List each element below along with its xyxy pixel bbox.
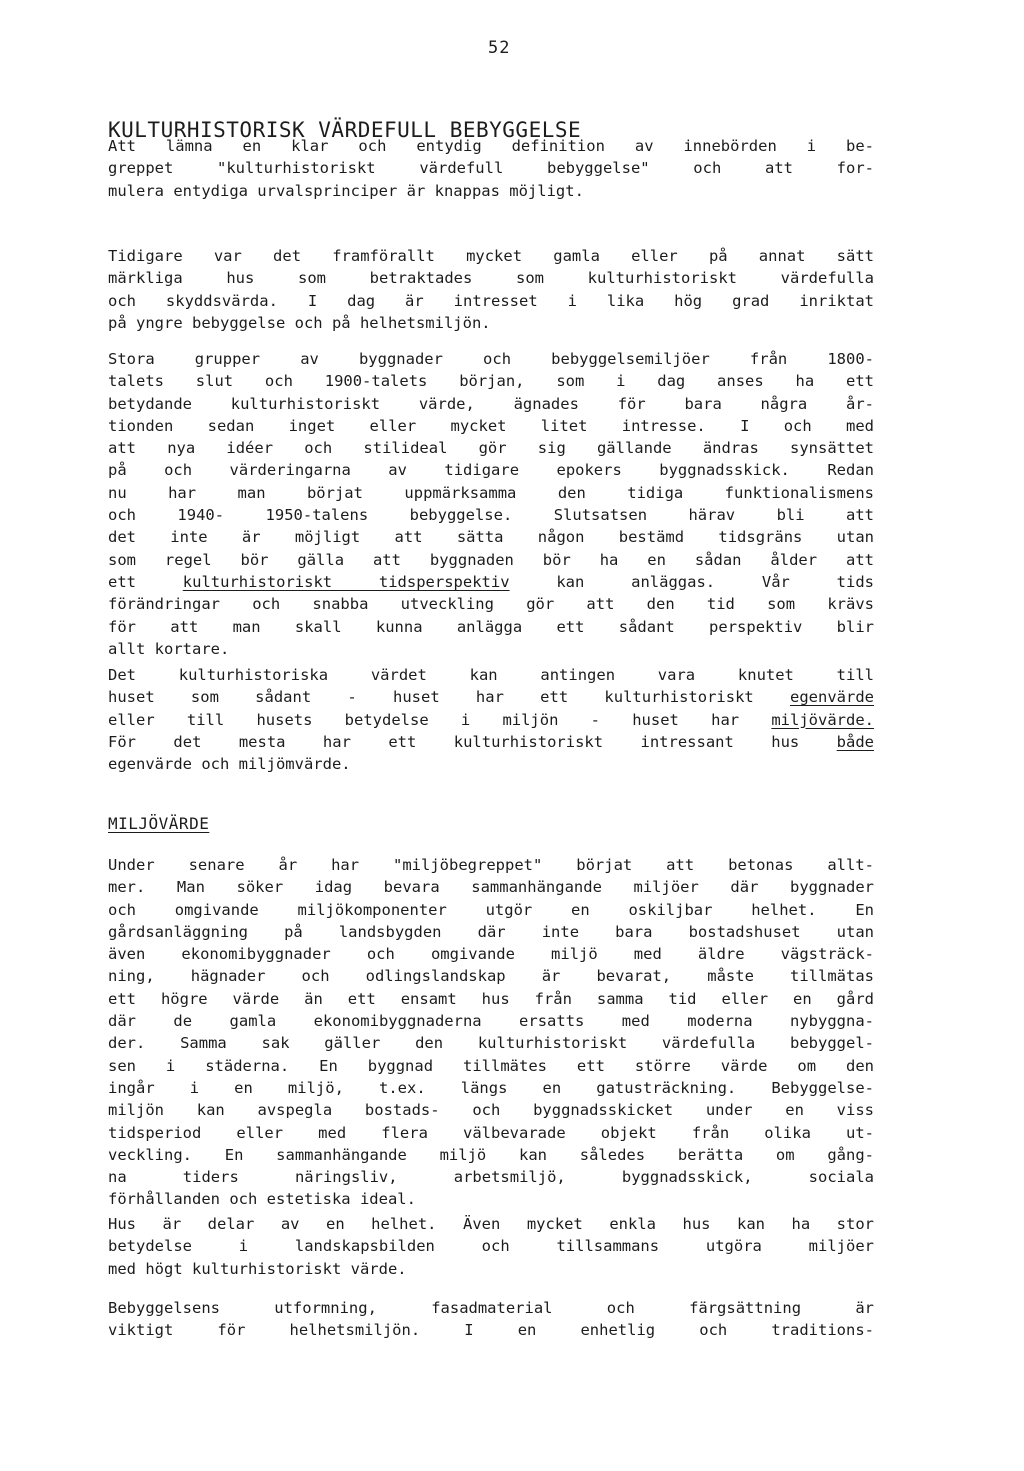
text-line: ett högre värde än ett ensamt hus från samma tid eller en gård — [108, 989, 874, 1008]
text-line: gårdsanläggning på landsbygden där inte bara bostadshuset utan — [108, 922, 874, 941]
text-line: det inte är möjligt att sätta någon bestämd tidsgräns utan — [108, 528, 874, 547]
text-line-with-underline — [108, 571, 874, 593]
text-line-with-underline — [108, 686, 874, 708]
text-line: och skyddsvärda. I dag är intresset i lika hög grad inriktat — [108, 291, 874, 310]
text-line: betydelse i landskapsbilden och tillsammans utgöra miljöer — [108, 1237, 874, 1256]
text-line: och 1940- 1950-talens bebyggelse. Slutsatsen härav bli att — [108, 506, 874, 525]
paragraph-earlier-views — [108, 245, 874, 334]
text-line: på yngre bebyggelse och på helhetsmiljön. — [108, 313, 491, 332]
paragraph-building-groups — [108, 348, 874, 660]
text-line: Tidigare var det framförallt mycket gamla eller på annat sätt — [108, 247, 874, 265]
underlined-term: egenvärde — [790, 688, 874, 707]
underlined-term: både — [836, 732, 874, 751]
paragraph-houses-whole — [108, 1213, 874, 1280]
text-line: förändringar och snabba utveckling gör att den tid som krävs — [108, 595, 874, 614]
text-line: mulera entydiga urvalsprinciper är knappas möjligt. — [108, 181, 584, 200]
text-fragment: eller till husets betydelse i miljön - huset har — [108, 710, 772, 729]
text-line: Under senare år har "miljöbegreppet" börjat att betonas allt- — [108, 856, 874, 874]
text-line: ingår i en miljö, t.ex. längs en gatusträckning. Bebyggelse- — [108, 1078, 874, 1097]
paragraph-value-types — [108, 664, 874, 775]
page-number: 52 — [488, 38, 511, 58]
text-fragment: huset som sådant - huset har ett kulturhistoriskt — [108, 688, 790, 707]
text-fragment: kan anläggas. Vår tids — [509, 572, 875, 591]
text-line: Det kulturhistoriska värdet kan antingen vara knutet till — [108, 666, 874, 684]
text-line: mer. Man söker idag bevara sammanhängande miljöer där byggnader — [108, 878, 874, 897]
text-line: ning, hägnader och odlingslandskap är bevarat, måste tillmätas — [108, 967, 874, 986]
text-line: egenvärde och miljömvärde. — [108, 755, 351, 774]
paragraph-environment-concept — [108, 854, 874, 1211]
text-line: sen i städerna. En byggnad tillmätes ett större värde om den — [108, 1056, 874, 1075]
text-line: med högt kulturhistoriskt värde. — [108, 1259, 407, 1278]
paragraph-intro — [108, 135, 874, 202]
text-line: att nya idéer och stilideal gör sig gällande ändras synsättet — [108, 439, 874, 458]
paragraph-design-materials — [108, 1297, 874, 1342]
text-line: förhållanden och estetiska ideal. — [108, 1190, 416, 1209]
text-line: som regel bör gälla att byggnaden bör ha en sådan ålder att — [108, 550, 874, 569]
text-line: tionden sedan inget eller mycket litet intresse. I och med — [108, 416, 874, 435]
text-line: Bebyggelsens utformning, fasadmaterial och färgsättning är — [108, 1299, 874, 1317]
text-fragment: ett — [108, 572, 183, 591]
underlined-term: kulturhistoriskt tidsperspektiv — [182, 572, 510, 591]
text-line: greppet "kulturhistoriskt värdefull bebyggelse" och att for- — [108, 159, 874, 178]
section-heading: KULTURHISTORISK VÄRDEFULL BEBYGGELSE — [108, 118, 582, 142]
text-line: der. Samma sak gäller den kulturhistoriskt värdefulla bebyggel- — [108, 1034, 874, 1053]
text-line-with-underline — [108, 709, 874, 731]
text-line: på och värderingarna av tidigare epokers byggnadsskick. Redan — [108, 461, 874, 480]
text-line: och omgivande miljökomponenter utgör en oskiljbar helhet. En — [108, 900, 874, 919]
text-line: veckling. En sammanhängande miljö kan således berätta om gång- — [108, 1145, 874, 1164]
subsection-heading: MILJÖVÄRDE — [108, 814, 210, 833]
text-line: Att lämna en klar och entydig definition av innebörden i be- — [108, 137, 874, 155]
text-line: betydande kulturhistoriskt värde, ägnades för bara några år- — [108, 394, 874, 413]
text-line: viktigt för helhetsmiljön. I en enhetlig och traditions- — [108, 1321, 874, 1340]
text-line: na tiders näringsliv, arbetsmiljö, byggnadsskick, sociala — [108, 1168, 874, 1187]
text-line: talets slut och 1900-talets början, som i dag anses ha ett — [108, 372, 874, 391]
text-line: Stora grupper av byggnader och bebyggelsemiljöer från 1800- — [108, 350, 874, 368]
text-line-with-underline — [108, 731, 874, 753]
text-line: tidsperiod eller med flera välbevarade objekt från olika ut- — [108, 1123, 874, 1142]
text-line: Hus är delar av en helhet. Även mycket enkla hus kan ha stor — [108, 1215, 874, 1233]
text-fragment: För det mesta har ett kulturhistoriskt intressant hus — [108, 732, 837, 751]
text-line: där de gamla ekonomibyggnaderna ersatts med moderna nybyggna- — [108, 1012, 874, 1031]
text-line: nu har man börjat uppmärksamma den tidiga funktionalismens — [108, 483, 874, 502]
text-line: miljön kan avspegla bostads- och byggnadsskicket under en viss — [108, 1101, 874, 1120]
underlined-term: miljövärde. — [771, 710, 874, 729]
text-line: märkliga hus som betraktades som kulturhistoriskt värdefulla — [108, 269, 874, 288]
text-line: allt kortare. — [108, 639, 230, 658]
text-line: för att man skall kunna anlägga ett sådant perspektiv blir — [108, 617, 874, 636]
text-line: även ekonomibyggnader och omgivande miljö med äldre vägsträck- — [108, 945, 874, 964]
